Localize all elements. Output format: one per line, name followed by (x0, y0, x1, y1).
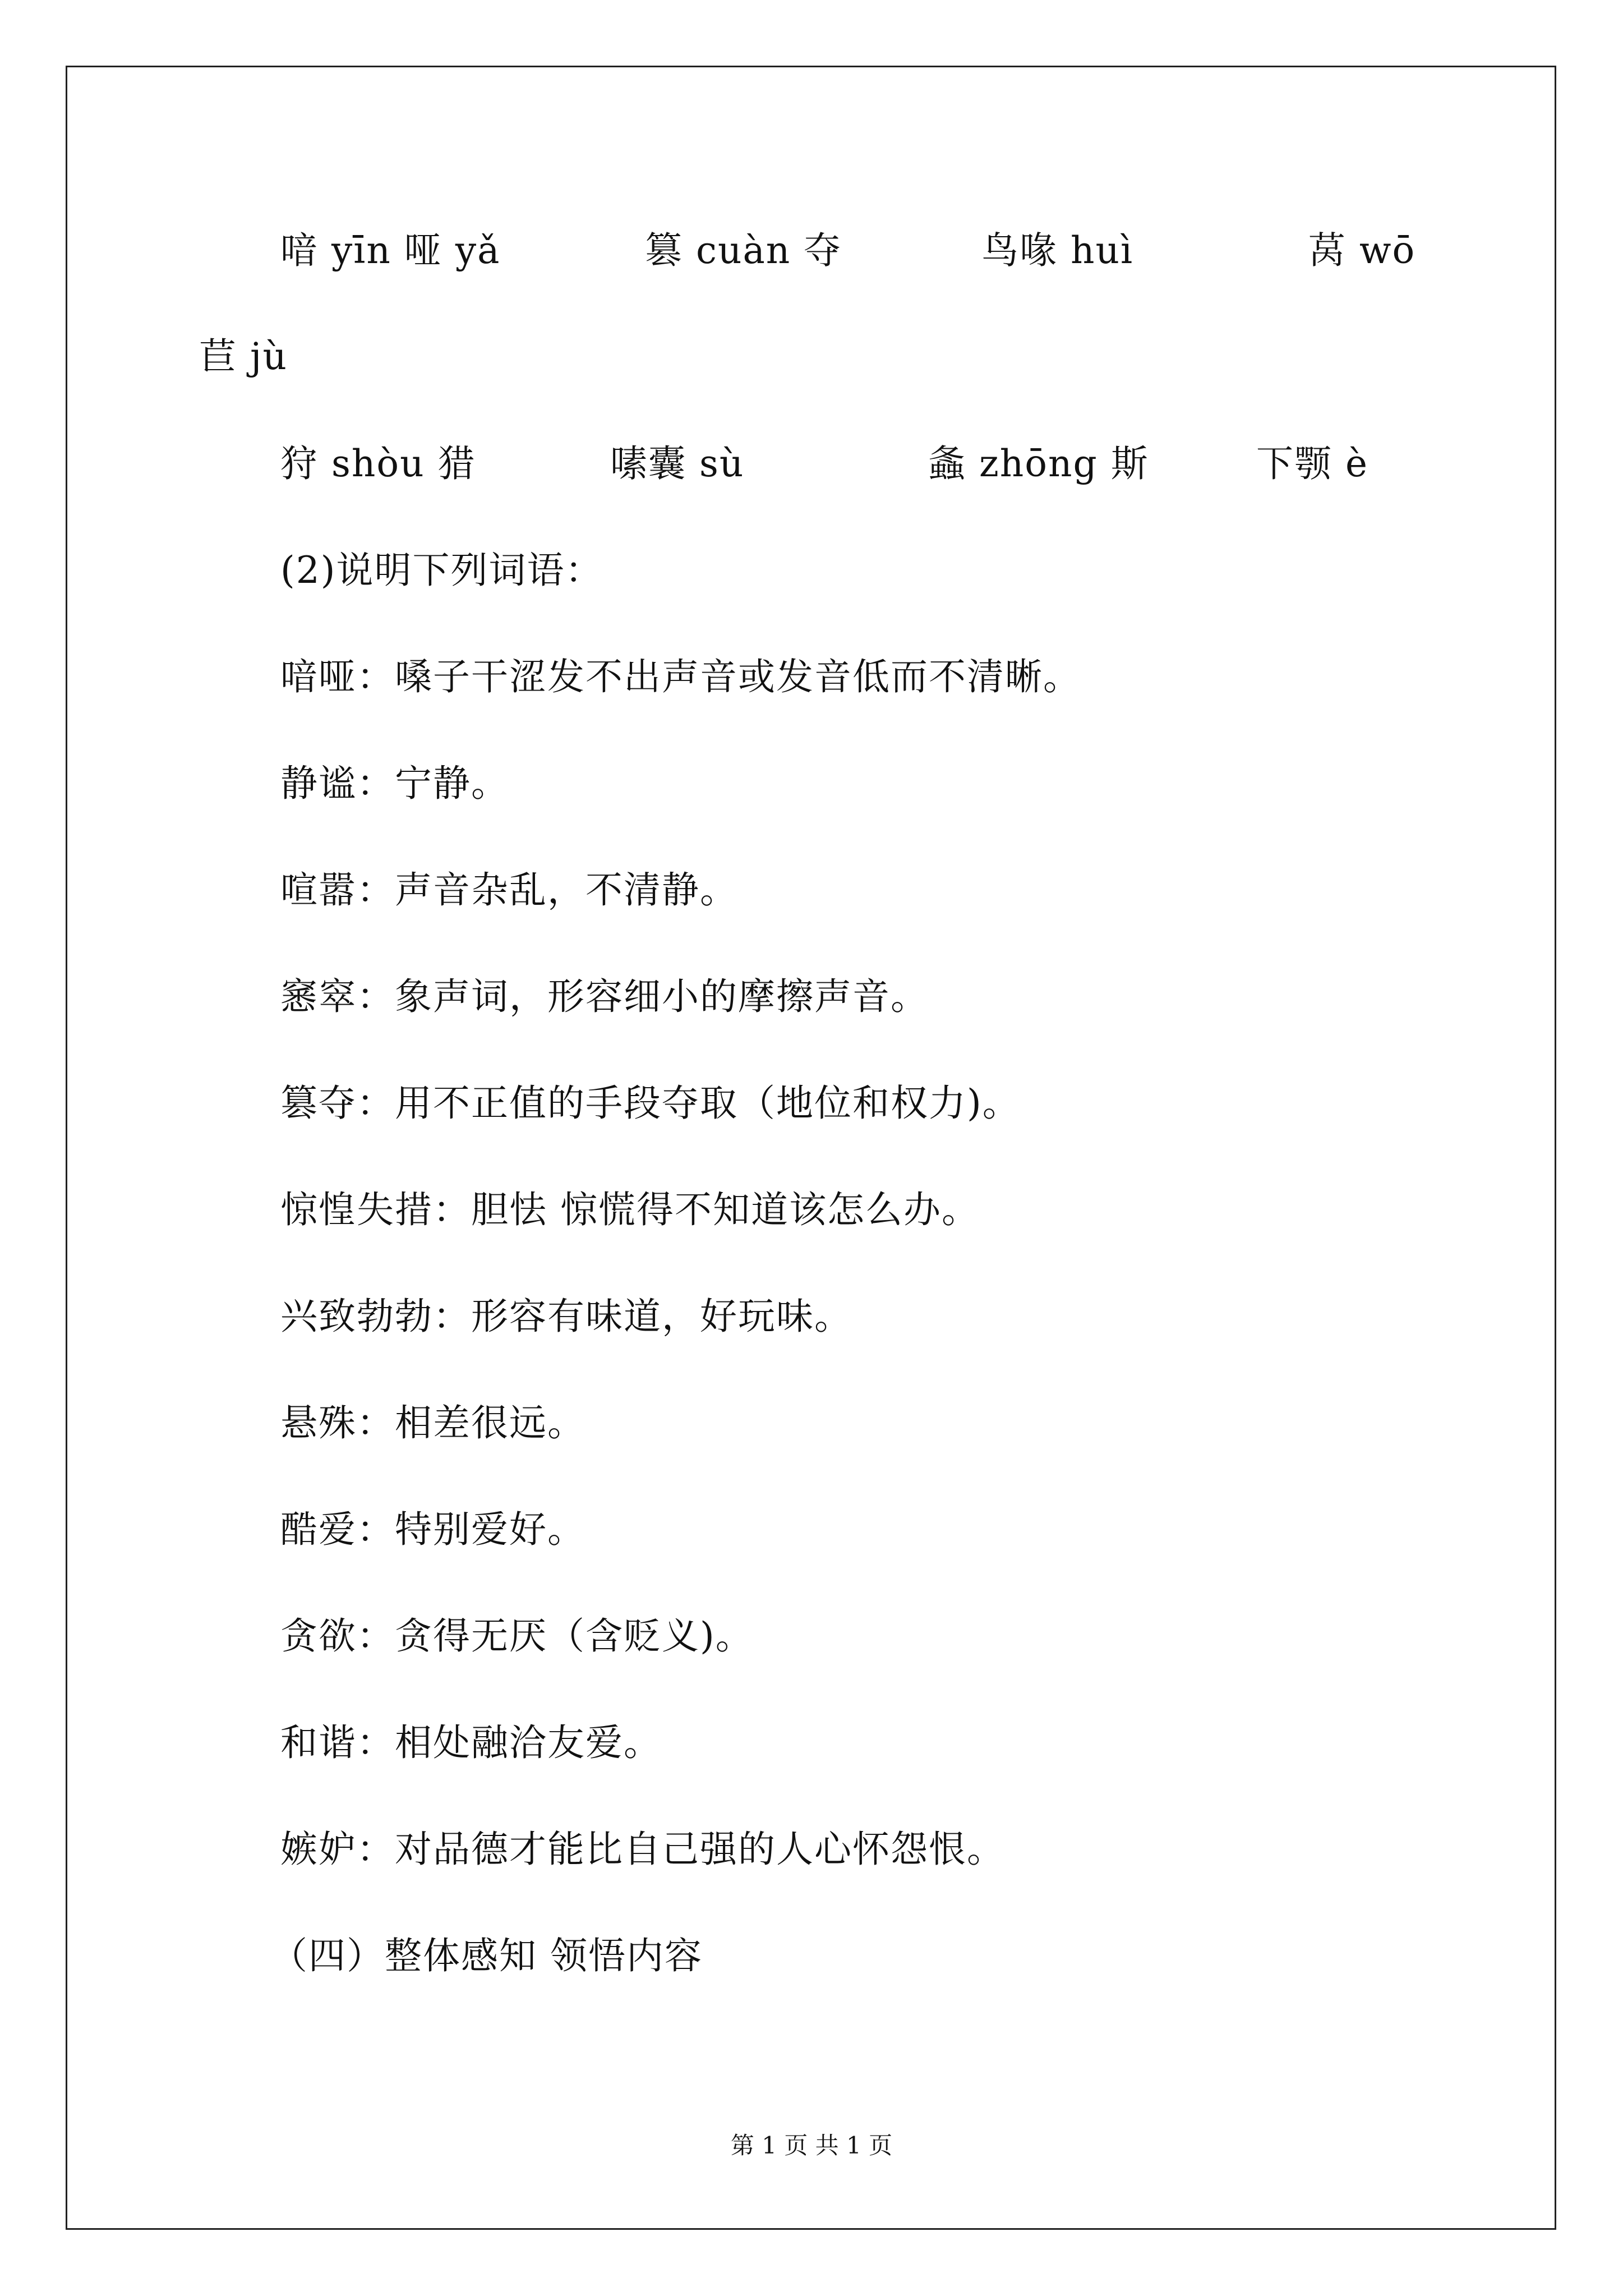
pinyin-item: 鸟喙 huì (981, 229, 1134, 272)
pinyin-item: 莴 wō (1308, 229, 1416, 272)
pinyin-item: 嗉囊 sù (610, 442, 745, 485)
definition-item: 嫉妒：对品德才能比自己强的人心怀怨恨。 (280, 1828, 1005, 1871)
definition-item: 喧嚣：声音杂乱，不清静。 (280, 868, 738, 912)
pinyin-item: 篡 cuàn 夺 (645, 229, 842, 272)
pinyin-item: 狩 shòu 猎 (280, 442, 476, 485)
pinyin-item: 喑 yīn 哑 yǎ (280, 229, 501, 272)
page-border (66, 66, 1556, 2230)
page-footer: 第 1 页 共 1 页 (730, 2132, 893, 2159)
definition-item: 窸窣：象声词，形容细小的摩擦声音。 (280, 975, 929, 1018)
definition-item: 篡夺：用不正值的手段夺取（地位和权力)。 (280, 1082, 1021, 1125)
definition-item: 兴致勃勃：形容有味道，好玩味。 (280, 1295, 852, 1338)
section-heading: （四）整体感知 领悟内容 (270, 1934, 703, 1977)
section-heading: (2)说明下列词语： (280, 549, 603, 592)
definition-item: 酷爱：特别爱好。 (280, 1508, 585, 1551)
definition-item: 和谐：相处融洽友爱。 (280, 1721, 662, 1764)
pinyin-item: 苣 jù (199, 335, 288, 378)
pinyin-item: 螽 zhōng 斯 (928, 442, 1149, 485)
definition-item: 静谧：宁静。 (280, 762, 509, 805)
pinyin-item: 下颚 è (1256, 442, 1369, 485)
definition-item: 惊惶失措：胆怯 惊慌得不知道该怎么办。 (280, 1188, 980, 1231)
definition-item: 贪欲：贪得无厌（含贬义)。 (280, 1614, 754, 1658)
definition-item: 喑哑：嗓子干涩发不出声音或发音低而不清晰。 (280, 655, 1081, 698)
definition-item: 悬殊：相差很远。 (280, 1401, 585, 1444)
